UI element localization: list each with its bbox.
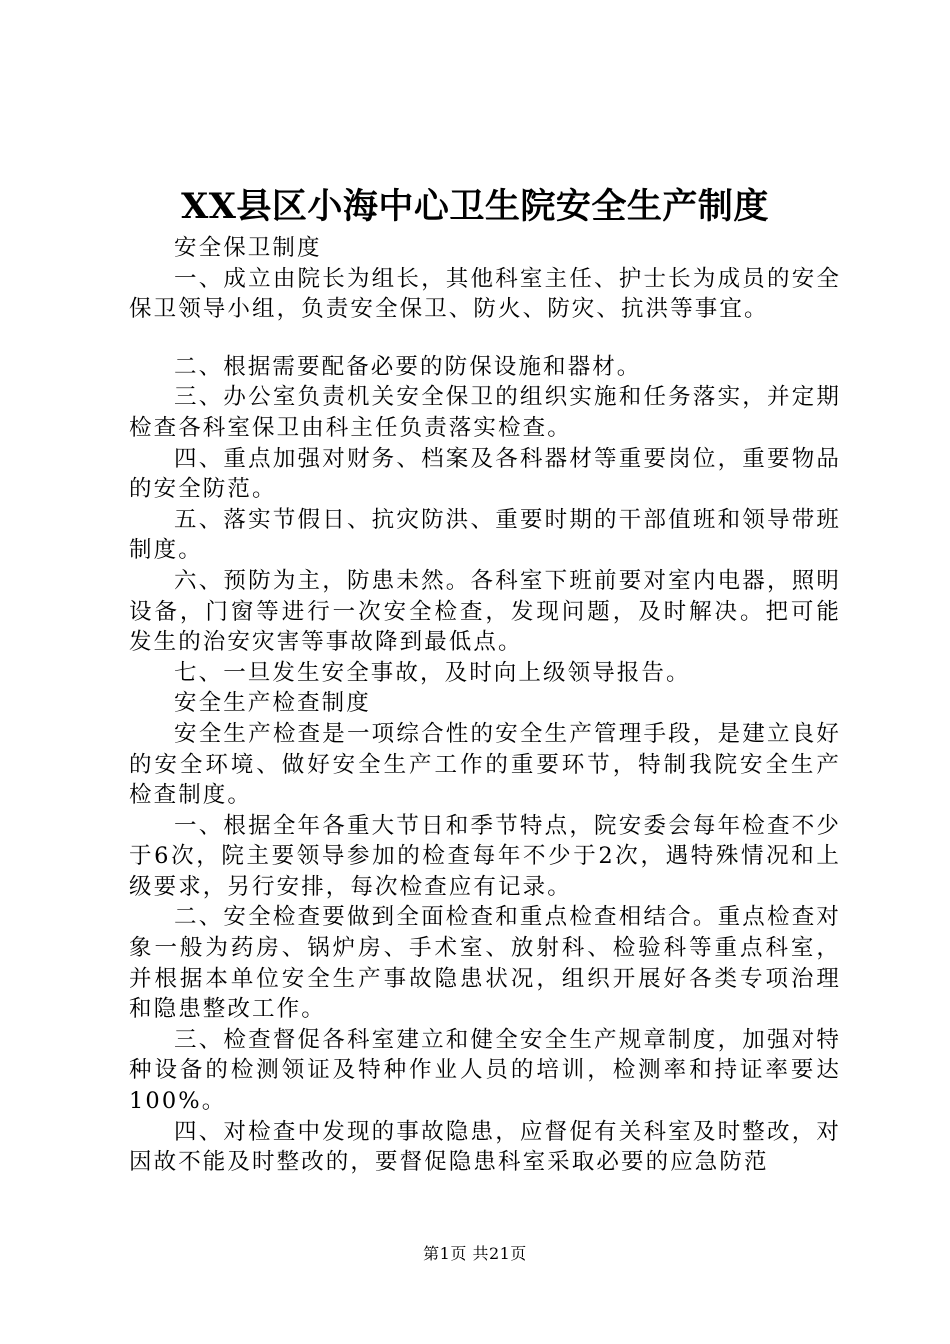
document-title: XX县区小海中心卫生院安全生产制度	[181, 186, 769, 227]
page-footer: 第1页 共21页	[423, 1244, 527, 1263]
paragraph: 一、根据全年各重大节日和季节特点，院安委会每年检查不少于6次，院主要领导参加的检查每年不少于2次，遇特殊情况和上级要求，另行安排，每次检查应有记录。	[129, 812, 841, 900]
paragraph: 二、根据需要配备必要的防保设施和器材。	[174, 353, 642, 380]
section-heading-inspection: 安全生产检查制度	[174, 690, 371, 717]
paragraph: 四、对检查中发现的事故隐患，应督促有关科室及时整改，对因故不能及时整改的，要督促隐患科室采取必要的应急防范	[129, 1118, 841, 1176]
paragraph: 二、安全检查要做到全面检查和重点检查相结合。重点检查对象一般为药房、锅炉房、手术室、放射科、检验科等重点科室，并根据本单位安全生产事故隐患状况，组织开展好各类专项治理和隐患整改工作。	[129, 904, 841, 1023]
paragraph: 一、成立由院长为组长，其他科室主任、护士长为成员的安全保卫领导小组，负责安全保卫、防火、防灾、抗洪等事宜。	[129, 265, 841, 323]
paragraph: 三、检查督促各科室建立和健全安全生产规章制度，加强对特种设备的检测领证及特种作业人员的培训，检测率和持证率要达100%。	[129, 1026, 841, 1115]
paragraph: 四、重点加强对财务、档案及各科器材等重要岗位，重要物品的安全防范。	[129, 445, 841, 503]
paragraph: 七、一旦发生安全事故，及时向上级领导报告。	[174, 659, 691, 686]
section-heading-security: 安全保卫制度	[174, 235, 322, 261]
paragraph: 五、落实节假日、抗灾防洪、重要时期的干部值班和领导带班制度。	[129, 506, 841, 564]
paragraph: 安全生产检查是一项综合性的安全生产管理手段，是建立良好的安全环境、做好安全生产工作的重要环节，特制我院安全生产检查制度。	[129, 720, 841, 809]
document-body	[129, 233, 841, 1178]
paragraph: 六、预防为主，防患未然。各科室下班前要对室内电器，照明设备，门窗等进行一次安全检查，发现问题，及时解决。把可能发生的治安灾害等事故降到最低点。	[129, 567, 841, 656]
paragraph: 三、办公室负责机关安全保卫的组织实施和任务落实，并定期检查各科室保卫由科主任负责落实检查。	[129, 384, 841, 441]
